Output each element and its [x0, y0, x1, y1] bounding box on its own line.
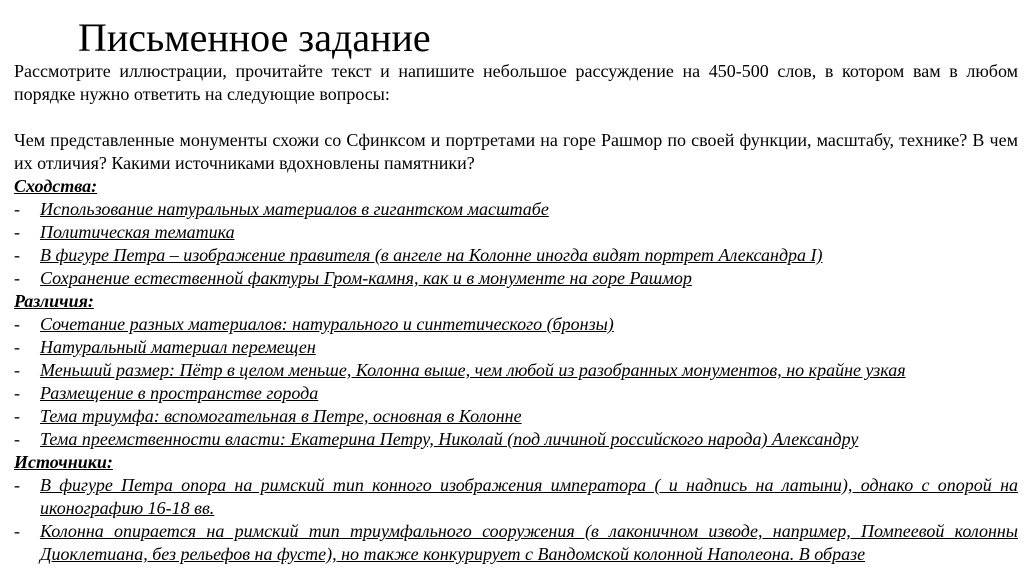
list-item: [14, 313, 1018, 336]
list-item-text: Сохранение естественной фактуры Гром-камня, как и в монументе на горе Рашмор: [40, 268, 692, 288]
section-heading-differences: [14, 290, 1018, 313]
paragraph-gap: [14, 106, 1018, 129]
list-item: [14, 244, 1018, 267]
section-heading-similarities: [14, 175, 1018, 198]
section-heading-colon: :: [87, 291, 94, 311]
list-item-text: Использование натуральных материалов в гигантском масштабе: [40, 199, 549, 219]
slide-title: Письменное задание: [78, 15, 431, 60]
list-item-text: Тема триумфа: вспомогательная в Петре, основная в Колонне: [40, 406, 522, 426]
intro-paragraph: Рассмотрите иллюстрации, прочитайте текст и напишите небольшое рассуждение на 450-500 слов, в котором вам в любом порядке нужно ответить на следующие вопросы:: [14, 61, 1018, 104]
list-item: [14, 221, 1018, 244]
bullet-dash: -: [14, 314, 20, 334]
bullet-dash: -: [14, 406, 20, 426]
list-item: [14, 428, 1018, 451]
list-item: [14, 359, 1018, 382]
bullet-dash: -: [14, 268, 20, 288]
bullet-dash: -: [14, 360, 20, 380]
list-item-text: Тема преемственности власти: Екатерина Петру, Николай (под личиной российского народа) Александру: [40, 429, 859, 449]
list-item-text: Натуральный материал перемещен: [40, 337, 316, 357]
list-item-text: В фигуре Петра – изображение правителя (в ангеле на Колонне иногда видят портрет Александра I): [40, 245, 823, 265]
list-item-text: Меньший размер: Пётр в целом меньше, Колонна выше, чем любой из разобранных монументов, но крайне узкая: [40, 360, 906, 380]
bullet-dash: -: [14, 383, 20, 403]
list-item: [14, 336, 1018, 359]
section-heading-label: Различия: [14, 291, 88, 311]
list-item-text: Колонна опирается на римский тип триумфального сооружения (в лаконичном изводе, например, Помпеевой колонны Диоклетиана, без рельефов на фусте), но также конкурирует с Вандомской колонной Наполеона. В образе: [40, 521, 1018, 564]
list-item: [14, 198, 1018, 221]
list-item: [14, 405, 1018, 428]
bullet-dash: -: [14, 222, 20, 242]
bullet-dash: -: [14, 521, 20, 541]
list-item-text: Размещение в пространстве города: [40, 383, 319, 403]
section-heading-label: Сходства: [14, 176, 92, 196]
bullet-dash: -: [14, 429, 20, 449]
bullet-dash: -: [14, 475, 20, 495]
section-heading-sources: [14, 451, 1018, 474]
list-item-text: В фигуре Петра опора на римский тип конного изображения императора ( и надпись на латыни), однако с опорой на иконографию 16-18 вв.: [40, 475, 1018, 518]
list-item: [14, 267, 1018, 290]
list-item: [14, 474, 1018, 520]
question-paragraph: Чем представленные монументы схожи со Сфинксом и портретами на горе Рашмор по своей функции, масштабу, технике? В чем их отличия? Какими источниками вдохновлены памятники?: [14, 130, 1018, 173]
bullet-dash: -: [14, 337, 20, 357]
list-item: [14, 382, 1018, 405]
list-item-text: Политическая тематика: [40, 222, 235, 242]
slide-body: [14, 60, 1018, 566]
bullet-dash: -: [14, 199, 20, 219]
list-item-text: Сочетание разных материалов: натурального и синтетического (бронзы): [40, 314, 614, 334]
section-heading-colon: :: [91, 176, 98, 196]
bullet-dash: -: [14, 245, 20, 265]
list-item: [14, 520, 1018, 566]
section-heading-label: Источники:: [14, 452, 113, 472]
